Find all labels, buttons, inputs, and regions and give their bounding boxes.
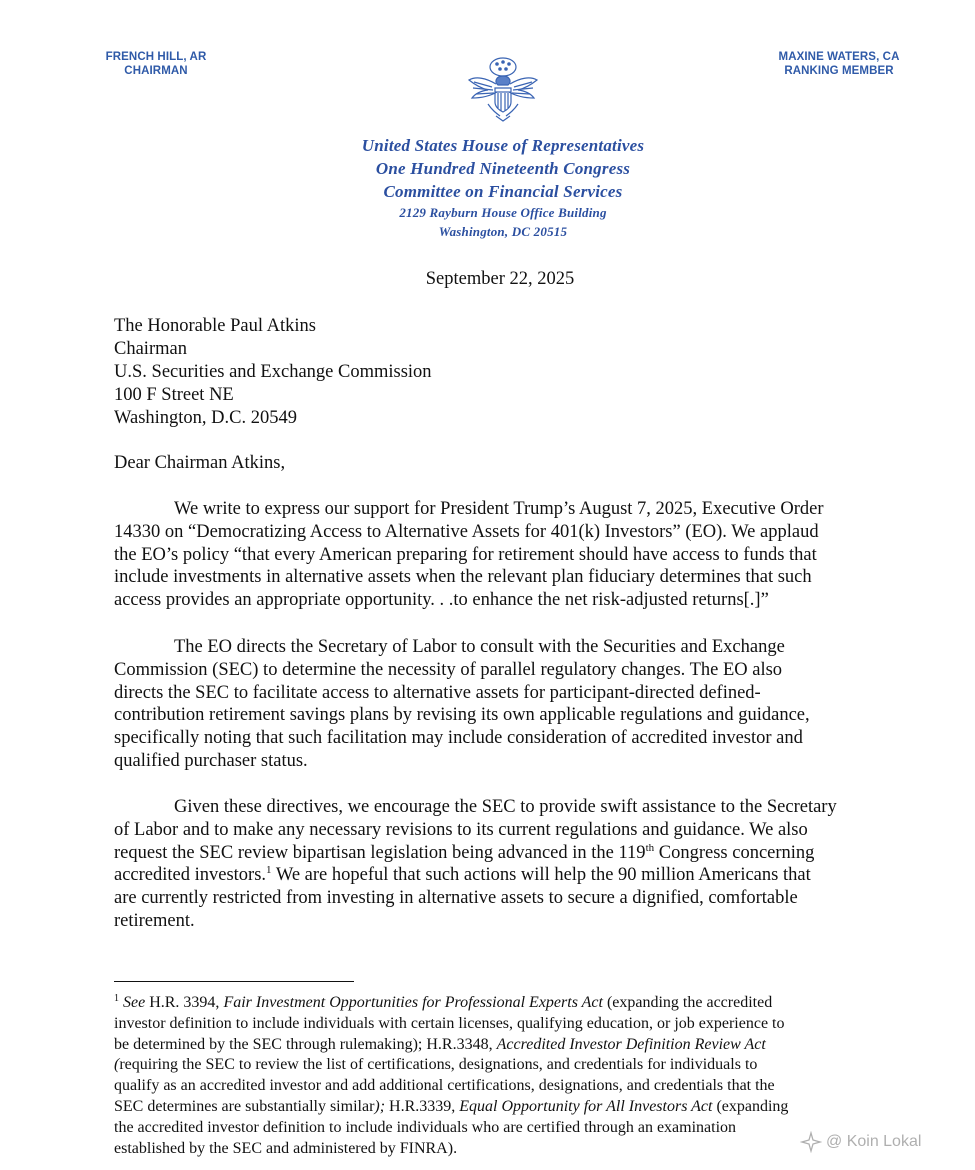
letterhead-city: Washington, DC 20515 bbox=[438, 224, 568, 239]
ordinal-superscript: th bbox=[645, 841, 655, 854]
bill-title: Fair Investment Opportunities for Professional Experts Act bbox=[223, 994, 603, 1011]
sparkle-icon bbox=[800, 1131, 822, 1153]
paragraph-text: We are hopeful that such actions will help the 90 million Americans that bbox=[271, 865, 811, 886]
recipient-city: Washington, D.C. 20549 bbox=[114, 408, 297, 428]
footnote-line: qualify as an accredited investor and add additional certifications, designations, and credentials that the bbox=[114, 1077, 775, 1095]
bill-title: Accredited Investor Definition Review Act bbox=[496, 1035, 766, 1053]
body-paragraph-2 bbox=[114, 636, 882, 773]
paragraph-line: We write to express our support for President Trump’s August 7, 2025, Executive Order bbox=[174, 499, 824, 519]
ranking-member-label bbox=[768, 50, 910, 78]
recipient-address bbox=[114, 315, 432, 430]
footnote-reference[interactable]: 1 bbox=[266, 864, 272, 877]
paragraph-line: Given these directives, we encourage the SEC to provide swift assistance to the Secretary bbox=[174, 797, 837, 817]
paragraph-line: include investments in alternative assets when the relevant plan fiduciary determines that such bbox=[114, 567, 812, 588]
footnote-line bbox=[114, 1035, 884, 1056]
recipient-name: The Honorable Paul Atkins bbox=[114, 316, 316, 336]
chairman-name: FRENCH HILL, AR bbox=[105, 51, 207, 63]
paragraph-line: specifically noting that such facilitation may include consideration of accredited investor and bbox=[114, 728, 803, 749]
footnote-text: SEC determines are substantially similar bbox=[114, 1097, 375, 1115]
bill-title: Equal Opportunity for All Investors Act bbox=[459, 1097, 713, 1115]
footnote-line: established by the SEC and administered by FINRA). bbox=[114, 1139, 458, 1157]
recipient-title: Chairman bbox=[114, 339, 187, 359]
footnote-line: investor definition to include individuals with certain licenses, qualifying education, or job experience to bbox=[114, 1014, 785, 1032]
ranking-member-name: MAXINE WATERS, CA bbox=[778, 51, 900, 63]
footnote-text: H.R.3339, bbox=[385, 1097, 460, 1115]
letterhead-committee: Committee on Financial Services bbox=[383, 182, 623, 201]
paragraph-text: request the SEC review bipartisan legislation being advanced in the 119 bbox=[114, 842, 646, 863]
footnote-see: See bbox=[123, 994, 146, 1011]
paragraph-line: contribution retirement savings plans by revising its own applicable regulations and guidance, bbox=[114, 705, 810, 726]
chairman-title: CHAIRMAN bbox=[124, 65, 188, 77]
letter-date: September 22, 2025 bbox=[425, 269, 575, 289]
paragraph-line: qualified purchaser status. bbox=[114, 750, 308, 771]
footnote-text: H.R. 3394, bbox=[145, 994, 224, 1011]
footnote bbox=[114, 993, 884, 1159]
footnote-line bbox=[114, 1055, 884, 1076]
paragraph-line: directs the SEC to facilitate access to alternative assets for participant-directed defined- bbox=[114, 682, 761, 703]
letterhead-congress: One Hundred Nineteenth Congress bbox=[375, 159, 631, 178]
paragraph-line: are currently restricted from investing in alternative assets to secure a dignified, comfortable bbox=[114, 888, 798, 909]
watermark bbox=[800, 1128, 921, 1156]
body-paragraph-3 bbox=[114, 796, 882, 933]
paragraph-line: Commission (SEC) to determine the necessity of parallel regulatory changes. The EO also bbox=[114, 659, 783, 680]
paragraph-line: 14330 on “Democratizing Access to Alternative Assets for 401(k) Investors” (EO). We applaud bbox=[114, 521, 819, 542]
recipient-org: U.S. Securities and Exchange Commission bbox=[114, 362, 432, 382]
footnote-paren: ( bbox=[114, 1056, 120, 1074]
salutation: Dear Chairman Atkins, bbox=[114, 453, 286, 473]
paragraph-line: The EO directs the Secretary of Labor to consult with the Securities and Exchange bbox=[174, 637, 785, 657]
body-paragraph-1 bbox=[114, 498, 882, 612]
footnote-line bbox=[114, 1097, 884, 1118]
footnote-line bbox=[114, 993, 884, 1014]
footnote-line: the accredited investor definition to include individuals who are certified through an examination bbox=[114, 1118, 737, 1136]
paragraph-line: retirement. bbox=[114, 910, 195, 931]
footnote-marker: 1 bbox=[114, 993, 119, 1004]
footnote-paren: ); bbox=[374, 1097, 386, 1115]
footnote-text: (expanding the accredited bbox=[602, 994, 773, 1011]
ranking-member-title: RANKING MEMBER bbox=[784, 65, 894, 77]
letterhead bbox=[300, 134, 706, 241]
paragraph-line bbox=[114, 864, 882, 887]
footnote-text: be determined by the SEC through rulemaking); H.R.3348, bbox=[114, 1035, 497, 1053]
paragraph-text: accredited investors. bbox=[114, 865, 267, 886]
chairman-label bbox=[96, 50, 216, 78]
footnote-text: requiring the SEC to review the list of certifications, designations, and credentials for individuals to bbox=[119, 1056, 758, 1074]
letterhead-house: United States House of Representatives bbox=[361, 136, 645, 155]
great-seal-eagle-icon bbox=[466, 54, 540, 124]
footnote-divider bbox=[114, 981, 354, 982]
recipient-street: 100 F Street NE bbox=[114, 385, 234, 405]
paragraph-line: of Labor and to make any necessary revisions to its current regulations and guidance. We also bbox=[114, 819, 808, 840]
paragraph-text: Congress concerning bbox=[654, 842, 815, 863]
paragraph-line bbox=[114, 842, 882, 865]
watermark-text: @ Koin Lokal bbox=[826, 1133, 922, 1150]
letterhead-building: 2129 Rayburn House Office Building bbox=[399, 205, 607, 220]
footnote-text: (expanding bbox=[712, 1097, 789, 1115]
paragraph-line: the EO’s policy “that every American preparing for retirement should have access to funds that bbox=[114, 544, 817, 565]
paragraph-line: access provides an appropriate opportunity. . .to enhance the net risk-adjusted returns[.]” bbox=[114, 590, 769, 611]
